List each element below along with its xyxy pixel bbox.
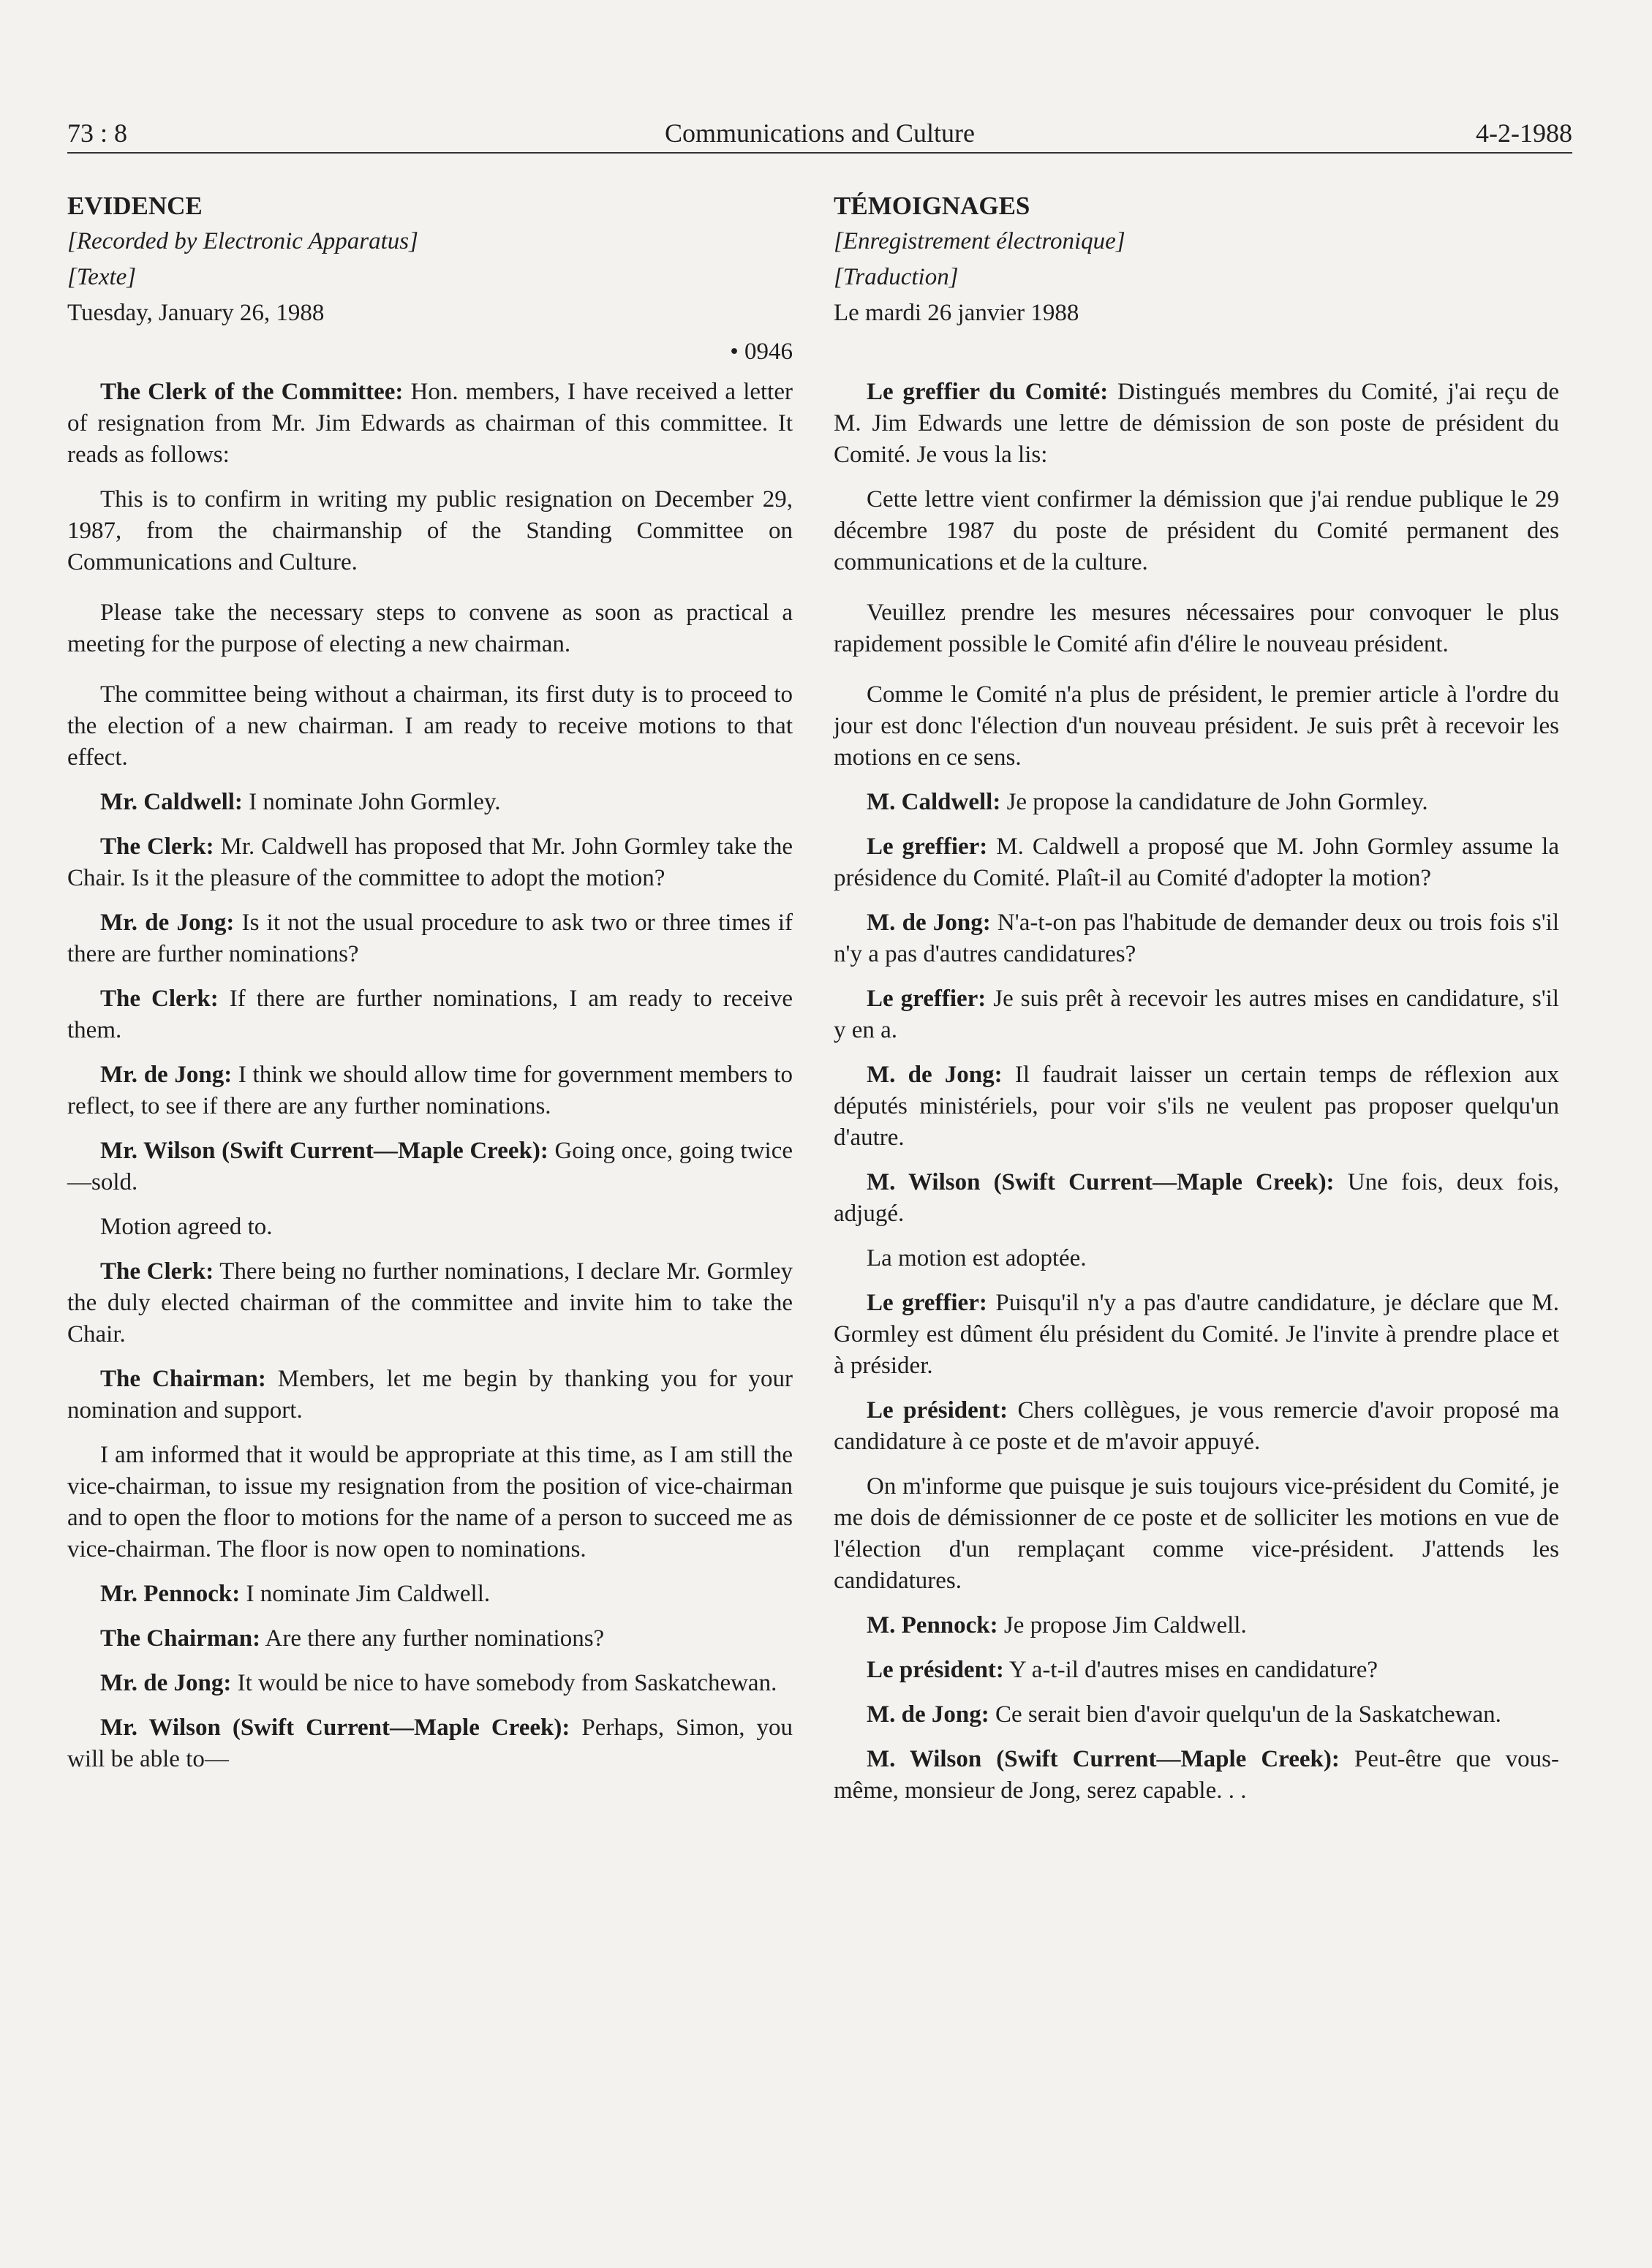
- speaker: Le greffier:: [867, 986, 987, 1012]
- speech: Mr. Caldwell has proposed that Mr. John Gormley take the Chair. Is it the pleasure of the committee to adopt the motion?: [67, 834, 793, 891]
- speaker: M. de Jong:: [867, 910, 991, 936]
- speaker: M. de Jong:: [867, 1062, 1003, 1088]
- paragraph: [67, 831, 793, 894]
- paragraph: [834, 1395, 1559, 1458]
- time-marker: • 0946: [730, 339, 793, 365]
- speech: The committee being without a chairman, its first duty is to proceed to the election of a new chairman. I am ready to receive motions to that effect.: [67, 681, 793, 771]
- traduction-note: [Traduction]: [834, 264, 959, 290]
- speaker: Mr. Wilson (Swift Current—Maple Creek):: [100, 1715, 570, 1741]
- recorded-note: [Enregistrement électronique]: [834, 228, 1125, 254]
- speech: Il faudrait laisser un certain temps de réflexion aux députés ministériels, pour voir s'ils ne veulent pas proposer quelqu'un d'autre.: [834, 1062, 1559, 1151]
- speech: Comme le Comité n'a plus de président, le premier article à l'ordre du jour est donc l'élection d'un nouveau président. Je suis prêt à recevoir les motions en ce sens.: [834, 681, 1559, 771]
- speaker: Mr. de Jong:: [100, 1062, 233, 1088]
- speech: Is it not the usual procedure to ask two or three times if there are further nominations?: [67, 910, 793, 967]
- letter-paragraph: [834, 597, 1559, 660]
- paragraph: [67, 1135, 793, 1198]
- paragraph: [834, 1471, 1559, 1597]
- paragraph: [834, 787, 1559, 818]
- speaker: M. Wilson (Swift Current—Maple Creek):: [867, 1746, 1340, 1772]
- speaker: M. Wilson (Swift Current—Maple Creek):: [867, 1169, 1335, 1195]
- speaker: Le greffier du Comité:: [867, 379, 1109, 405]
- speech: Going once, going twice—sold.: [67, 1138, 793, 1195]
- speech: Distingués membres du Comité, j'ai reçu de M. Jim Edwards une lettre de démission de son poste de président du Comité. Je vous la lis:: [834, 379, 1559, 468]
- speaker: Le greffier:: [867, 1290, 987, 1316]
- french-column: [834, 190, 1559, 1820]
- speech: I am informed that it would be appropriate at this time, as I am still the vice-chairman, to issue my resignation from the position of vice-chairman and to open the floor to motions for the name of a person to succeed me as vice-chairman. The floor is now open to nominations.: [67, 1442, 793, 1562]
- speech: If there are further nominations, I am ready to receive them.: [67, 986, 793, 1043]
- paragraph: [67, 1579, 793, 1610]
- speech: Veuillez prendre les mesures nécessaires pour convoquer le plus rapidement possible le Comité afin d'élire le nouveau président.: [834, 600, 1559, 657]
- recorded-note: [Recorded by Electronic Apparatus]: [67, 228, 418, 254]
- temoignages-heading: TÉMOIGNAGES: [834, 192, 1030, 220]
- header-date: 4-2-1988: [1476, 118, 1572, 148]
- english-column: [67, 190, 793, 1788]
- texte-note: [Texte]: [67, 264, 137, 290]
- paragraph: [67, 1668, 793, 1699]
- paragraph: [834, 1610, 1559, 1641]
- sitting-date: Le mardi 26 janvier 1988: [834, 300, 1079, 326]
- speaker: Le président:: [867, 1397, 1008, 1424]
- paragraph: [834, 1655, 1559, 1686]
- speech: This is to confirm in writing my public resignation on December 29, 1987, from the chairmanship of the Standing Committee on Communications and Culture.: [67, 486, 793, 575]
- speech: Peut-être que vous-même, monsieur de Jong, serez capable. . .: [834, 1746, 1559, 1804]
- speech: Puisqu'il n'y a pas d'autre candidature, je déclare que M. Gormley est dûment élu président du Comité. Je l'invite à prendre place et à présider.: [834, 1290, 1559, 1379]
- speech: I nominate Jim Caldwell.: [240, 1581, 491, 1607]
- speech: Ce serait bien d'avoir quelqu'un de la Saskatchewan.: [989, 1701, 1501, 1728]
- speech: Motion agreed to.: [100, 1214, 273, 1240]
- speech: La motion est adoptée.: [867, 1245, 1087, 1271]
- paragraph: [67, 377, 793, 471]
- paragraph: [67, 1212, 793, 1243]
- paragraph: [67, 1712, 793, 1775]
- speaker: The Clerk of the Committee:: [100, 379, 404, 405]
- speech: Hon. members, I have received a letter of resignation from Mr. Jim Edwards as chairman of this committee. It reads as follows:: [67, 379, 793, 468]
- paragraph: [67, 1256, 793, 1350]
- speech: Je propose la candidature de John Gormley.: [1000, 789, 1428, 815]
- speech: Are there any further nominations?: [260, 1625, 605, 1652]
- speech: N'a-t-on pas l'habitude de demander deux ou trois fois s'il n'y a pas d'autres candidatures?: [834, 910, 1559, 967]
- speaker: The Clerk:: [100, 834, 214, 860]
- letter-paragraph: [67, 484, 793, 578]
- speaker: Le président:: [867, 1657, 1004, 1683]
- sitting-date: Tuesday, January 26, 1988: [67, 300, 325, 326]
- letter-paragraph: [67, 597, 793, 660]
- paragraph: [834, 983, 1559, 1046]
- speaker: M. Pennock:: [867, 1612, 998, 1638]
- speech: Je suis prêt à recevoir les autres mises en candidature, s'il y en a.: [834, 986, 1559, 1043]
- speech: Perhaps, Simon, you will be able to—: [67, 1715, 793, 1772]
- speech: I think we should allow time for government members to reflect, to see if there are any further nominations.: [67, 1062, 793, 1119]
- paragraph: [834, 1288, 1559, 1382]
- speech: Chers collègues, je vous remercie d'avoir proposé ma candidature à ce poste et de m'avoir appuyé.: [834, 1397, 1559, 1455]
- speech: M. Caldwell a proposé que M. John Gormley assume la présidence du Comité. Plaît-il au Comité d'adopter la motion?: [834, 834, 1559, 891]
- speaker: Mr. Caldwell:: [100, 789, 243, 815]
- speaker: The Clerk:: [100, 1258, 214, 1285]
- paragraph: [67, 679, 793, 774]
- speech: Une fois, deux fois, adjugé.: [834, 1169, 1559, 1227]
- paragraph: [67, 983, 793, 1046]
- paragraph: [67, 1623, 793, 1655]
- page-number: 73 : 8: [67, 118, 128, 148]
- letter-paragraph: [834, 484, 1559, 578]
- paragraph: [834, 1699, 1559, 1731]
- speaker: The Chairman:: [100, 1366, 266, 1392]
- speaker: Mr. de Jong:: [100, 910, 235, 936]
- paragraph: [834, 1744, 1559, 1807]
- paragraph: [834, 1059, 1559, 1154]
- speech: There being no further nominations, I declare Mr. Gormley the duly elected chairman of the committee and invite him to take the Chair.: [67, 1258, 793, 1347]
- journal-title: Communications and Culture: [665, 118, 975, 148]
- paragraph: [834, 1167, 1559, 1230]
- paragraph: [67, 1440, 793, 1565]
- paragraph: [834, 679, 1559, 774]
- speaker: M. de Jong:: [867, 1701, 989, 1728]
- speaker: The Clerk:: [100, 986, 219, 1012]
- paragraph: [67, 1059, 793, 1122]
- paragraph: [834, 831, 1559, 894]
- speech: Members, let me begin by thanking you for your nomination and support.: [67, 1366, 793, 1424]
- speech: Please take the necessary steps to convene as soon as practical a meeting for the purpose of electing a new chairman.: [67, 600, 793, 657]
- running-header: [67, 117, 1572, 154]
- paragraph: [834, 1243, 1559, 1274]
- speaker: M. Caldwell:: [867, 789, 1001, 815]
- paragraph: [67, 1364, 793, 1426]
- paragraph: [834, 907, 1559, 970]
- speech: It would be nice to have somebody from Saskatchewan.: [231, 1670, 777, 1696]
- speech: Cette lettre vient confirmer la démission que j'ai rendue publique le 29 décembre 1987 du poste de président du Comité permanent des communications et de la culture.: [834, 486, 1559, 575]
- paragraph: [67, 787, 793, 818]
- speech: Y a-t-il d'autres mises en candidature?: [1003, 1657, 1378, 1683]
- speaker: The Chairman:: [100, 1625, 261, 1652]
- speech: On m'informe que puisque je suis toujours vice-président du Comité, je me dois de démissionner de ce poste et de solliciter les motions en vue de l'élection d'un remplaçant comme vice-président. J'attends les candidatures.: [834, 1473, 1559, 1594]
- speaker: Le greffier:: [867, 834, 988, 860]
- paragraph: [834, 377, 1559, 471]
- speaker: Mr. de Jong:: [100, 1670, 232, 1696]
- speech: Je propose Jim Caldwell.: [997, 1612, 1247, 1638]
- speech: I nominate John Gormley.: [242, 789, 501, 815]
- evidence-heading: EVIDENCE: [67, 192, 203, 220]
- speaker: Mr. Pennock:: [100, 1581, 241, 1607]
- speaker: Mr. Wilson (Swift Current—Maple Creek):: [100, 1138, 548, 1164]
- paragraph: [67, 907, 793, 970]
